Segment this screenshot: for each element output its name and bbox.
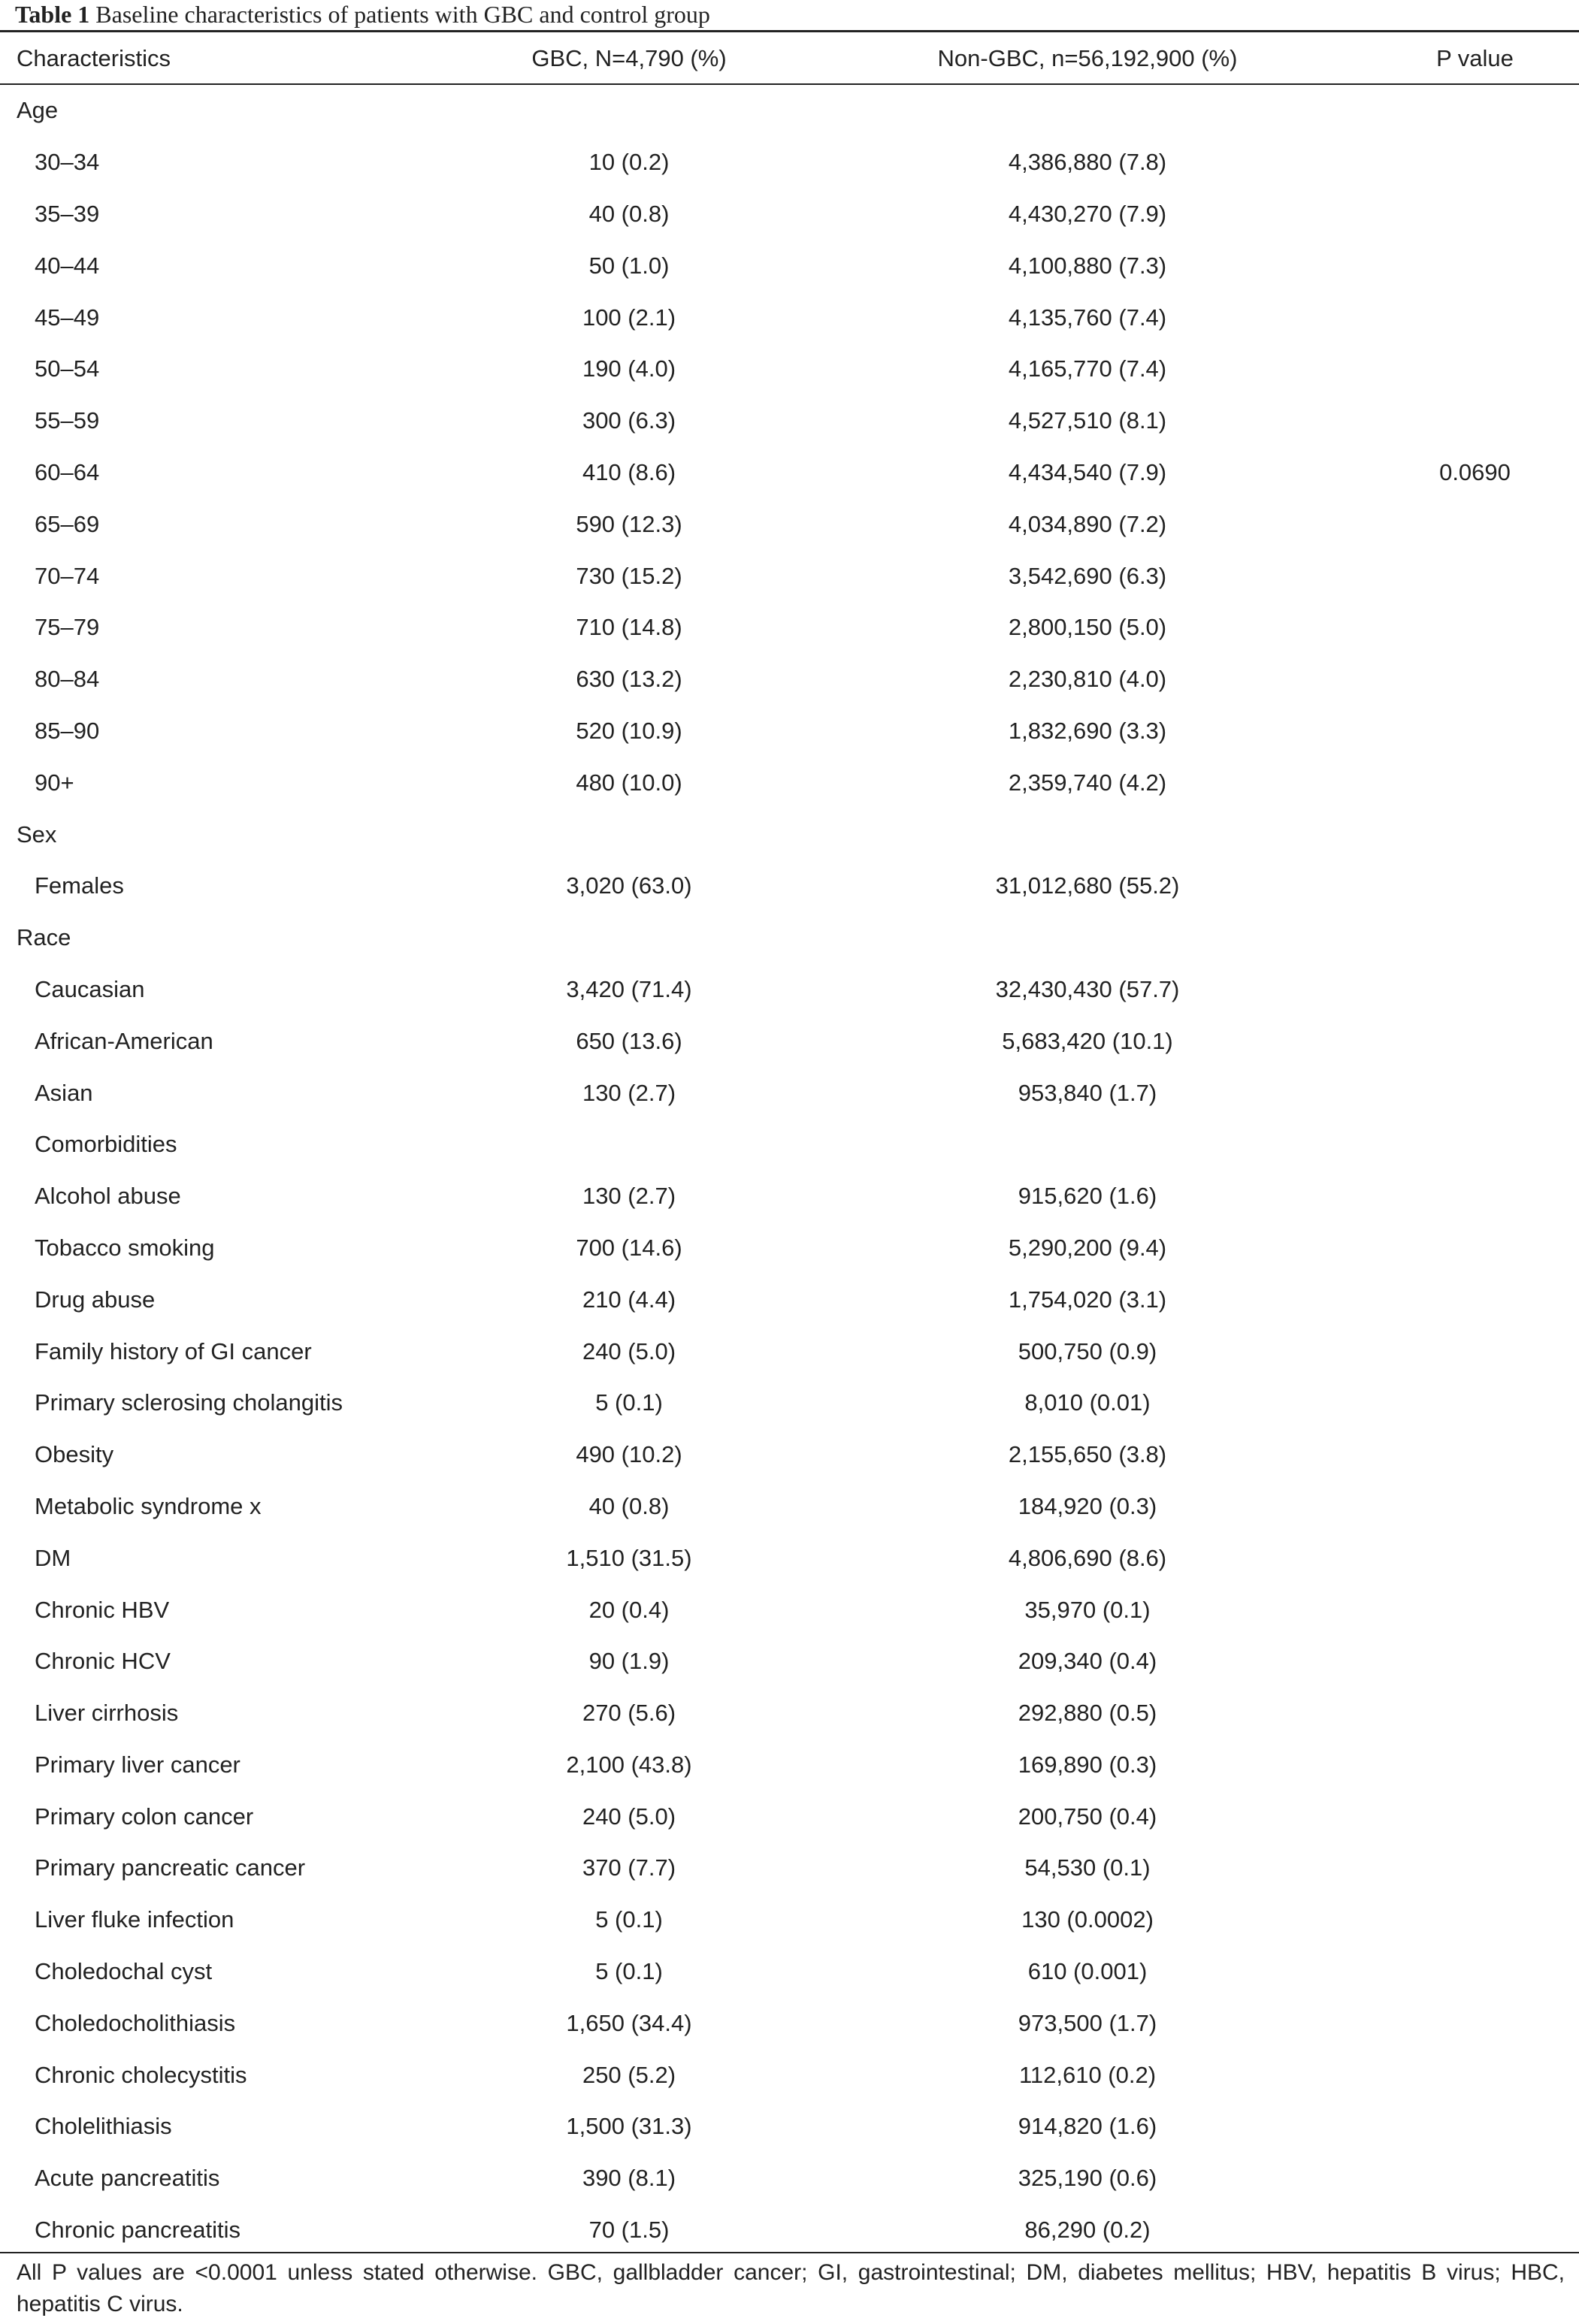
cell-gbc: 5 (0.1)	[595, 1906, 663, 1933]
cell-p-value	[1354, 292, 1579, 343]
table-row	[0, 2101, 1579, 2153]
cell-gbc	[437, 912, 821, 964]
row-label: Females	[35, 872, 124, 899]
cell-p-value	[1354, 1842, 1579, 1894]
cell-p-value	[1354, 2101, 1579, 2153]
cell-non-gbc: 169,890 (0.3)	[1018, 1751, 1157, 1778]
table-row	[0, 1015, 1579, 1067]
table-row	[0, 240, 1579, 292]
cell-non-gbc: 4,100,880 (7.3)	[1008, 252, 1167, 279]
cell-non-gbc: 54,530 (0.1)	[1024, 1854, 1151, 1881]
table-caption	[15, 0, 710, 29]
table-row	[0, 1894, 1579, 1946]
table-row	[0, 1997, 1579, 2049]
cell-p-value	[1354, 240, 1579, 292]
cell-non-gbc	[821, 85, 1354, 137]
cell-gbc: 480 (10.0)	[576, 769, 682, 796]
table-row	[0, 1739, 1579, 1791]
cell-non-gbc: 500,750 (0.9)	[1018, 1337, 1157, 1364]
row-label: Primary pancreatic cancer	[35, 1854, 306, 1881]
cell-gbc: 390 (8.1)	[582, 2165, 676, 2192]
cell-p-value	[1354, 1325, 1579, 1377]
cell-p-value	[1354, 1119, 1579, 1171]
cell-p-value	[1354, 1894, 1579, 1946]
table-body	[0, 85, 1579, 2256]
table-row	[0, 2153, 1579, 2205]
cell-gbc: 5 (0.1)	[595, 1389, 663, 1416]
cell-p-value	[1354, 1171, 1579, 1222]
cell-gbc: 10 (0.2)	[588, 149, 670, 176]
cell-gbc: 520 (10.9)	[576, 717, 682, 744]
row-label: Cholelithiasis	[35, 2113, 172, 2140]
row-label: 65–69	[35, 510, 100, 537]
table-row	[0, 1222, 1579, 1274]
cell-non-gbc: 610 (0.001)	[1027, 1958, 1148, 1985]
cell-gbc: 130 (2.7)	[582, 1079, 676, 1106]
row-category-label: Age	[17, 97, 59, 124]
cell-non-gbc: 200,750 (0.4)	[1018, 1803, 1157, 1830]
cell-non-gbc: 4,806,690 (8.6)	[1008, 1544, 1167, 1571]
table-row	[0, 654, 1579, 706]
cell-p-value	[1354, 85, 1579, 137]
row-label: Tobacco smoking	[35, 1234, 215, 1261]
table-header-row	[0, 32, 1579, 85]
table-row	[0, 85, 1579, 137]
row-label: Family history of GI cancer	[35, 1337, 312, 1364]
cell-non-gbc: 32,430,430 (57.7)	[995, 975, 1180, 1002]
cell-non-gbc: 31,012,680 (55.2)	[995, 872, 1180, 899]
cell-non-gbc: 3,542,690 (6.3)	[1008, 562, 1167, 589]
row-label: DM	[35, 1544, 71, 1571]
cell-non-gbc: 5,683,420 (10.1)	[1002, 1027, 1173, 1054]
cell-gbc	[437, 808, 821, 860]
row-label: 35–39	[35, 200, 100, 227]
row-label: Liver cirrhosis	[35, 1700, 179, 1727]
table-row	[0, 189, 1579, 240]
cell-p-value	[1354, 1739, 1579, 1791]
cell-p-value	[1354, 343, 1579, 395]
cell-p-value	[1354, 1997, 1579, 2049]
row-label: 50–54	[35, 355, 100, 382]
table-row	[0, 1481, 1579, 1533]
row-category-label: Race	[17, 924, 71, 951]
cell-p-value	[1354, 654, 1579, 706]
cell-gbc: 40 (0.8)	[588, 200, 670, 227]
row-label: Choledochal cyst	[35, 1958, 213, 1985]
cell-non-gbc: 325,190 (0.6)	[1018, 2165, 1157, 2192]
cell-gbc: 630 (13.2)	[576, 666, 682, 693]
cell-gbc: 700 (14.6)	[576, 1234, 682, 1261]
cell-gbc: 240 (5.0)	[582, 1337, 676, 1364]
cell-non-gbc: 2,359,740 (4.2)	[1008, 769, 1167, 796]
cell-gbc: 710 (14.8)	[576, 614, 682, 641]
row-category-label: Sex	[17, 821, 57, 848]
row-label: Alcohol abuse	[35, 1183, 181, 1210]
cell-p-value	[1354, 1377, 1579, 1429]
header-non-gbc: Non-GBC, n=56,192,900 (%)	[937, 45, 1238, 71]
cell-p-value	[1354, 1688, 1579, 1739]
row-label: Comorbidities	[35, 1131, 177, 1158]
table-row	[0, 706, 1579, 757]
table-row	[0, 1584, 1579, 1636]
row-label: 30–34	[35, 149, 100, 176]
cell-non-gbc: 973,500 (1.7)	[1018, 2009, 1157, 2036]
row-label: African-American	[35, 1027, 213, 1054]
table-row	[0, 1067, 1579, 1119]
cell-non-gbc: 112,610 (0.2)	[1018, 2061, 1157, 2088]
cell-gbc: 300 (6.3)	[582, 407, 676, 434]
cell-gbc	[437, 85, 821, 137]
header-p-value: P value	[1436, 45, 1514, 71]
cell-gbc: 5 (0.1)	[595, 1958, 663, 1985]
cell-p-value	[1354, 1481, 1579, 1533]
cell-non-gbc: 35,970 (0.1)	[1024, 1596, 1151, 1623]
cell-gbc: 20 (0.4)	[588, 1596, 670, 1623]
cell-p-value	[1354, 706, 1579, 757]
cell-gbc: 40 (0.8)	[588, 1492, 670, 1519]
row-label: Primary liver cancer	[35, 1751, 240, 1778]
row-label: Asian	[35, 1079, 93, 1106]
cell-p-value	[1354, 498, 1579, 550]
cell-gbc: 50 (1.0)	[588, 252, 670, 279]
row-label: Chronic HBV	[35, 1596, 170, 1623]
cell-p-value	[1354, 2049, 1579, 2101]
cell-gbc: 590 (12.3)	[576, 510, 682, 537]
cell-gbc: 730 (15.2)	[576, 562, 682, 589]
cell-p-value	[1354, 1636, 1579, 1688]
row-label: Primary colon cancer	[35, 1803, 254, 1830]
row-label: 75–79	[35, 614, 100, 641]
header-gbc: GBC, N=4,790 (%)	[531, 45, 727, 71]
table-row	[0, 1429, 1579, 1481]
table-row	[0, 1325, 1579, 1377]
row-label: Acute pancreatitis	[35, 2165, 220, 2192]
cell-p-value	[1354, 1532, 1579, 1584]
row-label: Obesity	[35, 1441, 114, 1468]
row-label: 80–84	[35, 666, 100, 693]
cell-p-value	[1354, 2205, 1579, 2256]
table-row	[0, 964, 1579, 1016]
cell-non-gbc: 4,434,540 (7.9)	[1008, 458, 1167, 485]
cell-p-value	[1354, 602, 1579, 654]
cell-non-gbc: 86,290 (0.2)	[1024, 2217, 1151, 2244]
cell-non-gbc: 4,165,770 (7.4)	[1008, 355, 1167, 382]
row-label: Chronic cholecystitis	[35, 2061, 247, 2088]
table-row	[0, 757, 1579, 808]
cell-p-value	[1354, 1015, 1579, 1067]
cell-gbc: 2,100 (43.8)	[566, 1751, 692, 1778]
row-label: Primary sclerosing cholangitis	[35, 1389, 343, 1416]
cell-non-gbc: 2,230,810 (4.0)	[1008, 666, 1167, 693]
cell-gbc: 70 (1.5)	[588, 2217, 670, 2244]
table-row	[0, 1171, 1579, 1222]
cell-gbc	[437, 1119, 821, 1171]
baseline-characteristics-table	[0, 32, 1579, 2256]
cell-gbc: 250 (5.2)	[582, 2061, 676, 2088]
row-label: Drug abuse	[35, 1286, 156, 1313]
cell-p-value	[1354, 137, 1579, 189]
cell-gbc: 1,500 (31.3)	[566, 2113, 692, 2140]
cell-non-gbc: 4,135,760 (7.4)	[1008, 304, 1167, 331]
cell-non-gbc: 953,840 (1.7)	[1018, 1079, 1157, 1106]
cell-gbc: 90 (1.9)	[588, 1648, 670, 1675]
cell-gbc: 190 (4.0)	[582, 355, 676, 382]
cell-non-gbc	[821, 1119, 1354, 1171]
cell-non-gbc: 292,880 (0.5)	[1018, 1700, 1157, 1727]
cell-non-gbc	[821, 912, 1354, 964]
cell-gbc: 270 (5.6)	[582, 1700, 676, 1727]
table-row	[0, 1791, 1579, 1842]
cell-gbc: 410 (8.6)	[582, 458, 676, 485]
cell-p-value	[1354, 1274, 1579, 1325]
row-label: 90+	[35, 769, 74, 796]
table-row	[0, 343, 1579, 395]
table-caption-label: Table 1	[15, 1, 90, 28]
cell-p-value	[1354, 808, 1579, 860]
cell-gbc: 650 (13.6)	[576, 1027, 682, 1054]
table-row	[0, 1842, 1579, 1894]
table-header	[0, 32, 1579, 85]
cell-p-value	[1354, 1067, 1579, 1119]
cell-non-gbc: 1,754,020 (3.1)	[1008, 1286, 1167, 1313]
table-footnote: All P values are <0.0001 unless stated otherwise. GBC, gallbladder cancer; GI, gastrointestinal; DM, diabetes mellitus; HBV, hepatitis B virus; HBC, hepatitis C virus.	[17, 2260, 1565, 2316]
cell-p-value	[1354, 2153, 1579, 2205]
row-label: 70–74	[35, 562, 100, 589]
cell-non-gbc: 915,620 (1.6)	[1018, 1183, 1157, 1210]
row-label: Metabolic syndrome x	[35, 1492, 262, 1519]
cell-non-gbc: 184,920 (0.3)	[1018, 1492, 1157, 1519]
header-characteristics: Characteristics	[17, 45, 171, 71]
row-label: 40–44	[35, 252, 100, 279]
table-row	[0, 447, 1579, 499]
cell-non-gbc: 4,034,890 (7.2)	[1008, 510, 1167, 537]
cell-gbc: 490 (10.2)	[576, 1441, 682, 1468]
table-row	[0, 292, 1579, 343]
table-row	[0, 137, 1579, 189]
table-row	[0, 550, 1579, 602]
cell-gbc: 3,420 (71.4)	[566, 975, 692, 1002]
cell-p-value	[1354, 1222, 1579, 1274]
cell-p-value	[1354, 1584, 1579, 1636]
row-label: Chronic HCV	[35, 1648, 171, 1675]
cell-gbc: 100 (2.1)	[582, 304, 676, 331]
table-row	[0, 1532, 1579, 1584]
row-label: Choledocholithiasis	[35, 2009, 236, 2036]
cell-p-value	[1354, 964, 1579, 1016]
row-label: 55–59	[35, 407, 100, 434]
table-row	[0, 860, 1579, 912]
table-row	[0, 1636, 1579, 1688]
cell-gbc: 240 (5.0)	[582, 1803, 676, 1830]
cell-non-gbc: 2,800,150 (5.0)	[1008, 614, 1167, 641]
table-row	[0, 395, 1579, 447]
cell-gbc: 1,510 (31.5)	[566, 1544, 692, 1571]
cell-p-value	[1354, 1791, 1579, 1842]
cell-p-value	[1354, 912, 1579, 964]
cell-p-value	[1354, 757, 1579, 808]
table-row	[0, 912, 1579, 964]
cell-non-gbc: 209,340 (0.4)	[1018, 1648, 1157, 1675]
table-row	[0, 1119, 1579, 1171]
row-label: Liver fluke infection	[35, 1906, 234, 1933]
cell-non-gbc: 8,010 (0.01)	[1024, 1389, 1151, 1416]
table-header-rule	[0, 83, 1579, 85]
table-row	[0, 2205, 1579, 2256]
table-caption-text: Baseline characteristics of patients with GBC and control group	[95, 1, 710, 28]
cell-p-value	[1354, 1429, 1579, 1481]
table-row	[0, 1946, 1579, 1998]
row-label: 85–90	[35, 717, 100, 744]
cell-p-value	[1354, 860, 1579, 912]
cell-non-gbc: 4,386,880 (7.8)	[1008, 149, 1167, 176]
cell-non-gbc: 2,155,650 (3.8)	[1008, 1441, 1167, 1468]
row-label: Caucasian	[35, 975, 145, 1002]
cell-non-gbc: 4,527,510 (8.1)	[1008, 407, 1167, 434]
table-row	[0, 1688, 1579, 1739]
table-row	[0, 1274, 1579, 1325]
cell-p-value	[1354, 550, 1579, 602]
row-label: Chronic pancreatitis	[35, 2217, 240, 2244]
table-row	[0, 808, 1579, 860]
cell-p-value	[1354, 1946, 1579, 1998]
cell-gbc: 3,020 (63.0)	[566, 872, 692, 899]
table-row	[0, 1377, 1579, 1429]
cell-gbc: 1,650 (34.4)	[566, 2009, 692, 2036]
cell-p-value	[1354, 189, 1579, 240]
table-row	[0, 498, 1579, 550]
cell-non-gbc: 1,832,690 (3.3)	[1008, 717, 1167, 744]
table-bottom-rule	[0, 2252, 1579, 2253]
cell-gbc: 130 (2.7)	[582, 1183, 676, 1210]
cell-p-value	[1354, 395, 1579, 447]
cell-non-gbc: 130 (0.0002)	[1021, 1906, 1154, 1933]
table-row	[0, 602, 1579, 654]
cell-non-gbc: 914,820 (1.6)	[1018, 2113, 1157, 2140]
row-label: 60–64	[35, 458, 100, 485]
table-row	[0, 2049, 1579, 2101]
cell-gbc: 210 (4.4)	[582, 1286, 676, 1313]
cell-non-gbc: 4,430,270 (7.9)	[1008, 200, 1167, 227]
cell-p-value: 0.0690	[1439, 458, 1511, 485]
cell-non-gbc	[821, 808, 1354, 860]
cell-gbc: 370 (7.7)	[582, 1854, 676, 1881]
row-label: 45–49	[35, 304, 100, 331]
cell-non-gbc: 5,290,200 (9.4)	[1008, 1234, 1167, 1261]
